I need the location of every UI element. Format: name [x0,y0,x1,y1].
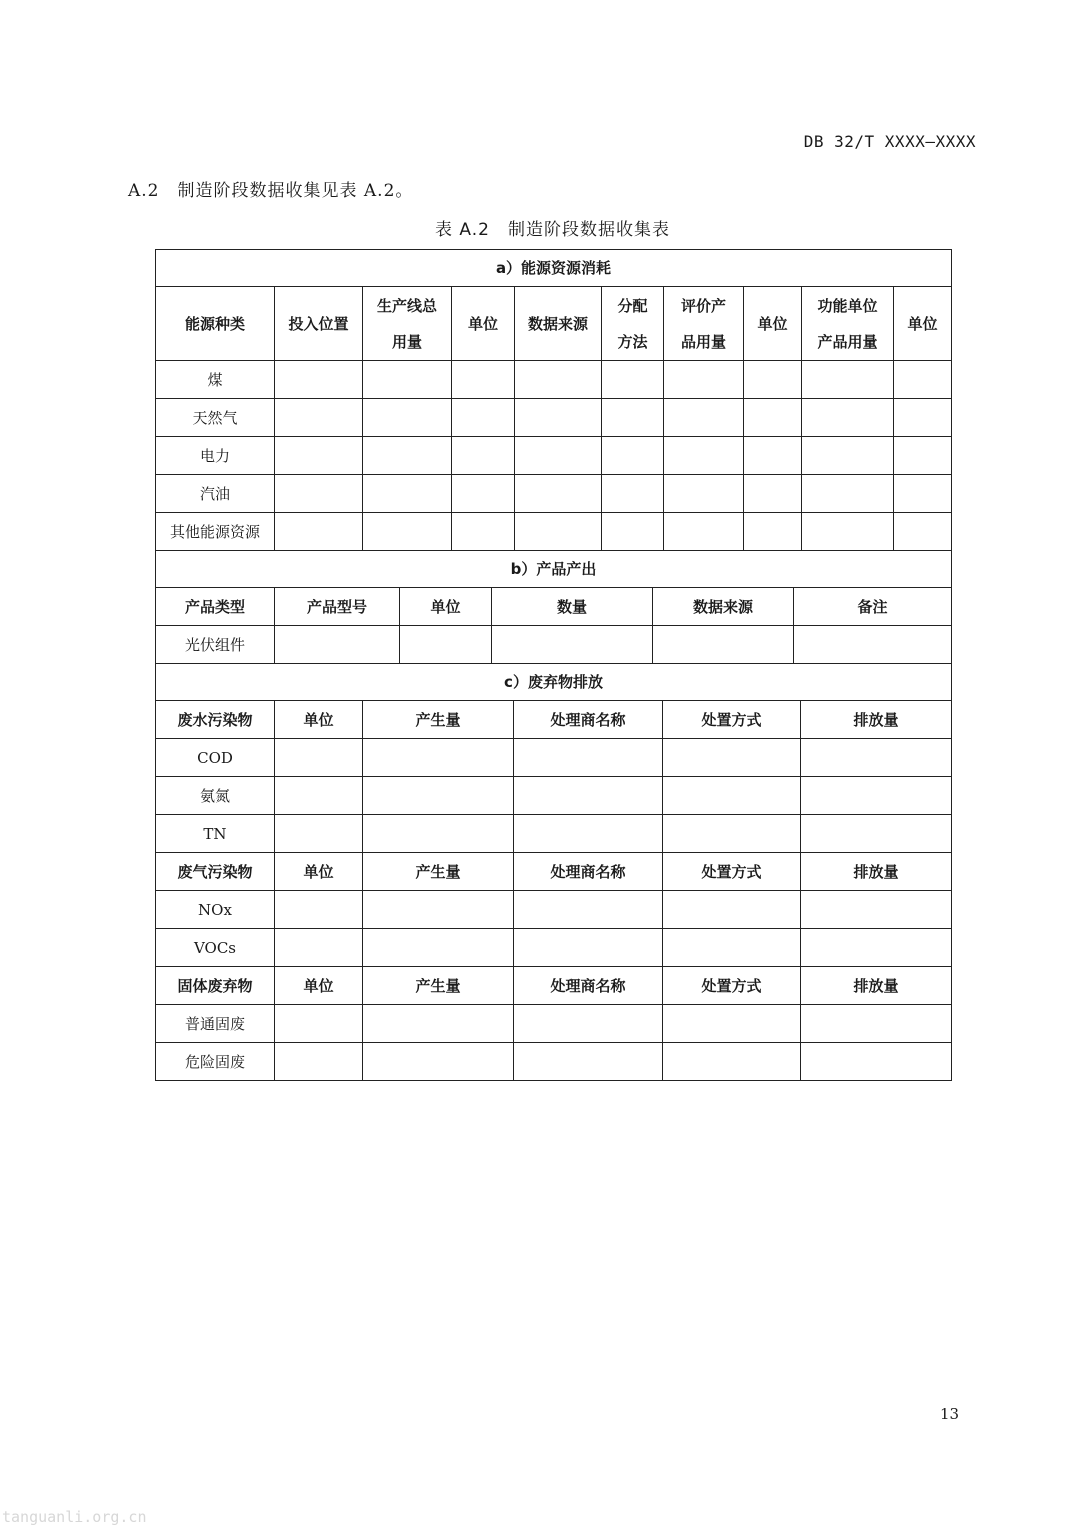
header-cell-line: 能源种类 [184,314,245,333]
header-cell [664,287,744,360]
data-cell[interactable] [275,929,363,966]
row-label-cell: COD [156,739,275,776]
header-cell: 产品型号 [275,588,400,625]
data-cell[interactable] [275,626,400,663]
data-cell[interactable] [801,1043,951,1080]
row-label-cell: 普通固废 [156,1005,275,1042]
data-cell[interactable] [363,777,514,814]
data-cell[interactable] [663,929,801,966]
header-cell [275,287,363,360]
table-row [156,626,951,664]
data-cell[interactable] [653,626,794,663]
data-cell[interactable] [801,777,951,814]
data-cell[interactable] [894,437,951,474]
data-cell[interactable] [744,475,802,512]
header-cell: 单位 [275,701,363,738]
data-cell[interactable] [744,361,802,398]
data-cell[interactable] [514,815,663,852]
data-cell[interactable] [801,929,951,966]
data-cell[interactable] [664,399,744,436]
data-cell[interactable] [801,739,951,776]
data-cell[interactable] [275,777,363,814]
data-cell[interactable] [664,437,744,474]
data-cell[interactable] [663,777,801,814]
data-cell[interactable] [275,891,363,928]
header-cell-line: 单位 [907,314,938,333]
data-cell[interactable] [514,777,663,814]
data-cell[interactable] [664,361,744,398]
header-cell-line: 方法 [617,332,648,351]
table-caption [0,215,1080,240]
data-cell[interactable] [363,475,452,512]
table-title: 制造阶段数据收集表 [507,220,670,240]
data-cell[interactable] [663,815,801,852]
header-cell: 固体废弃物 [156,967,275,1004]
data-cell[interactable] [794,626,951,663]
data-cell[interactable] [801,815,951,852]
data-cell[interactable] [744,437,802,474]
header-cell [515,287,602,360]
data-cell[interactable] [802,399,894,436]
data-cell[interactable] [363,399,452,436]
section-a-header-row [156,287,951,361]
watermark: tanguanli.org.cn [2,1508,147,1526]
header-cell-line: 用量 [391,332,422,351]
header-cell: 处置方式 [663,701,801,738]
section-c-title: c）废弃物排放 [156,664,951,701]
header-cell: 单位 [400,588,492,625]
table-label: 表 A.2 [435,220,490,240]
data-cell[interactable] [602,399,664,436]
header-cell [744,287,802,360]
data-cell[interactable] [514,739,663,776]
data-cell[interactable] [275,437,363,474]
data-cell[interactable] [664,475,744,512]
header-cell: 处理商名称 [514,853,663,890]
data-cell[interactable] [515,513,602,550]
data-cell[interactable] [363,1005,514,1042]
page-number: 13 [940,1405,960,1423]
header-cell: 产生量 [363,701,514,738]
header-cell: 处理商名称 [514,967,663,1004]
intro-paragraph: A.2 制造阶段数据收集见表 A.2。 [128,181,414,201]
header-cell: 排放量 [853,862,899,881]
data-cell[interactable] [602,361,664,398]
table-row [156,1005,951,1043]
header-cell: 处理商名称 [514,701,663,738]
data-cell[interactable] [363,891,514,928]
data-cell[interactable] [744,513,802,550]
data-cell[interactable] [515,437,602,474]
data-cell[interactable] [801,891,951,928]
data-cell[interactable] [802,475,894,512]
header-cell-line: 单位 [467,314,498,333]
table-row [156,1043,951,1080]
data-cell[interactable] [275,1043,363,1080]
header-cell: 排放量 [853,976,899,995]
data-cell[interactable] [275,739,363,776]
data-cell[interactable] [894,475,951,512]
table-row [156,739,951,777]
standard-code: DB 32/T XXXX—XXXX [803,132,976,151]
header-cell-line: 功能单位 [817,296,878,315]
data-cell[interactable] [452,361,515,398]
data-cell[interactable] [602,475,664,512]
header-cell: 产品类型 [156,588,275,625]
data-cell[interactable] [514,929,663,966]
data-cell[interactable] [275,475,363,512]
table-row [156,929,951,967]
row-label-cell: 煤 [156,361,275,398]
data-cell[interactable] [744,399,802,436]
data-cell[interactable] [602,513,664,550]
row-label-cell: 天然气 [156,399,275,436]
header-cell-line: 投入位置 [288,314,349,333]
data-cell[interactable] [363,513,452,550]
data-collection-table [155,249,952,1081]
row-label-cell: 光伏组件 [156,626,275,663]
row-label-cell: 电力 [156,437,275,474]
header-cell: 单位 [275,967,363,1004]
data-cell[interactable] [515,399,602,436]
data-cell[interactable] [363,1043,514,1080]
row-label-cell: NOx [156,891,275,928]
header-cell [894,287,951,360]
header-cell: 废气污染物 [156,853,275,890]
section-c-header-row [156,701,951,739]
header-cell-line: 生产线总 [376,296,437,315]
data-cell[interactable] [514,1005,663,1042]
table-row [156,891,951,929]
data-cell[interactable] [602,437,664,474]
data-cell[interactable] [275,513,363,550]
data-cell[interactable] [363,739,514,776]
data-cell[interactable] [275,399,363,436]
data-cell[interactable] [275,815,363,852]
table-row [156,361,951,399]
table-row [156,437,951,475]
row-label-cell: 氨氮 [156,777,275,814]
data-cell[interactable] [514,1043,663,1080]
data-cell[interactable] [363,815,514,852]
row-label-cell: 汽油 [156,475,275,512]
data-cell[interactable] [452,437,515,474]
data-cell[interactable] [275,361,363,398]
data-cell[interactable] [515,361,602,398]
data-cell[interactable] [663,891,801,928]
data-cell[interactable] [664,513,744,550]
header-cell [602,287,664,360]
header-cell-line: 单位 [757,314,788,333]
table-row [156,399,951,437]
header-cell: 处置方式 [663,967,801,1004]
header-cell-line: 数据来源 [527,314,588,333]
data-cell[interactable] [452,513,515,550]
data-cell[interactable] [894,513,951,550]
data-cell[interactable] [894,361,951,398]
data-cell[interactable] [492,626,653,663]
row-label-cell: 其他能源资源 [156,513,275,550]
section-c-header-row [156,967,951,1005]
data-cell[interactable] [363,361,452,398]
section-b-header-row [156,588,951,626]
row-label-cell: 危险固废 [156,1043,275,1080]
data-cell[interactable] [663,1005,801,1042]
header-cell: 单位 [275,853,363,890]
table-row [156,777,951,815]
header-cell: 备注 [857,597,888,616]
section-b-title: b）产品产出 [156,551,951,588]
header-cell: 产生量 [363,853,514,890]
header-cell: 产生量 [363,967,514,1004]
header-cell-line: 品用量 [680,332,726,351]
table-row [156,475,951,513]
header-cell: 数据来源 [653,588,794,625]
table-row [156,513,951,551]
data-cell[interactable] [801,1005,951,1042]
data-cell[interactable] [515,475,602,512]
header-cell: 排放量 [853,710,899,729]
header-cell [363,287,452,360]
data-cell[interactable] [452,475,515,512]
header-cell [452,287,515,360]
data-cell[interactable] [452,399,515,436]
section-a-title: a）能源资源消耗 [156,250,951,287]
data-cell[interactable] [894,399,951,436]
data-cell[interactable] [363,929,514,966]
header-cell: 数量 [492,588,653,625]
data-cell[interactable] [802,437,894,474]
header-cell [156,287,275,360]
table-row [156,815,951,853]
data-cell[interactable] [275,1005,363,1042]
data-cell[interactable] [663,739,801,776]
header-cell: 废水污染物 [156,701,275,738]
section-c-header-row [156,853,951,891]
header-cell: 处置方式 [663,853,801,890]
header-cell [802,287,894,360]
data-cell[interactable] [663,1043,801,1080]
header-cell-line: 产品用量 [817,332,878,351]
data-cell[interactable] [400,626,492,663]
row-label-cell: VOCs [156,929,275,966]
header-cell-line: 分配 [617,296,648,315]
data-cell[interactable] [802,361,894,398]
data-cell[interactable] [802,513,894,550]
data-cell[interactable] [363,437,452,474]
header-cell-line: 评价产 [680,296,726,315]
data-cell[interactable] [514,891,663,928]
row-label-cell: TN [156,815,275,852]
